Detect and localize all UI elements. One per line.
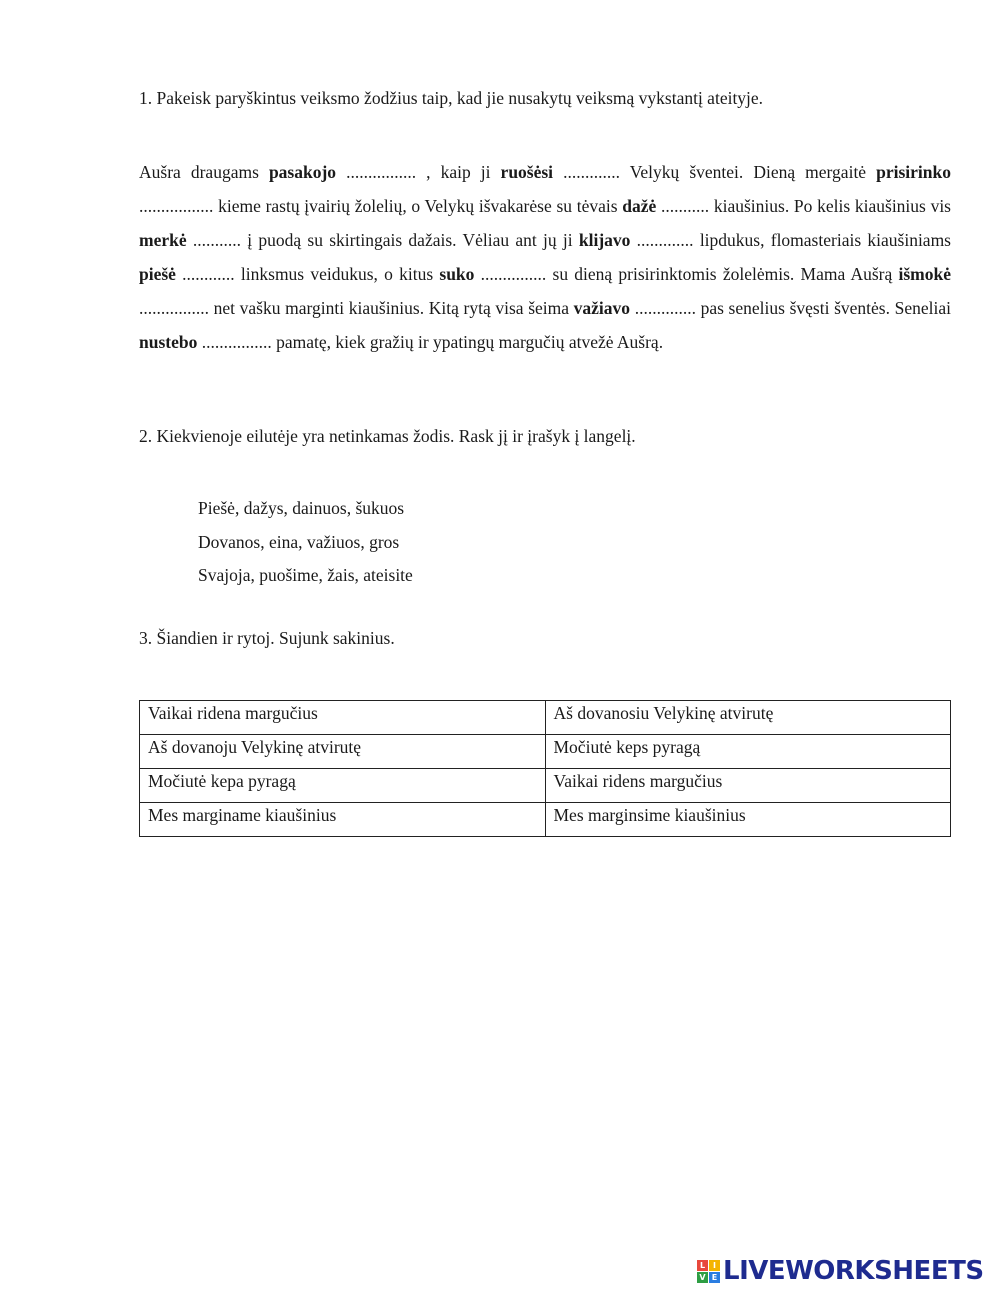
word-lines-list: [198, 492, 413, 593]
table-cell-right: Močiutė keps pyragą: [545, 735, 951, 769]
logo-tile: V: [697, 1272, 708, 1283]
table-cell-left: Vaikai ridena margučius: [140, 701, 546, 735]
table-row: [140, 803, 951, 837]
table-cell-right: Mes marginsime kiaušinius: [545, 803, 951, 837]
logo-tile: L: [697, 1260, 708, 1271]
table-row: [140, 769, 951, 803]
paragraph-text: ............. Velykų šventei. Dieną mergaitė: [553, 162, 877, 182]
paragraph-text: ........... į puodą su skirtingais dažais. Vėliau ant jų ji: [186, 230, 579, 250]
paragraph-text: Aušra draugams: [139, 162, 269, 182]
bold-verb: piešė: [139, 264, 176, 284]
bold-verb: klijavo: [578, 230, 631, 250]
bold-verb: ruošėsi: [500, 162, 554, 182]
bold-verb: važiavo: [573, 298, 631, 318]
paragraph-text: ................ , kaip ji: [336, 162, 501, 182]
task3-heading: 3. Šiandien ir rytoj. Sujunk sakinius.: [139, 628, 395, 648]
paragraph-text: ........... kiaušinius. Po kelis kiaušinius vis: [656, 196, 951, 216]
word-line: Piešė, dažys, dainuos, šukuos: [198, 498, 405, 518]
brand-name: LIVEWORKSHEETS: [723, 1256, 984, 1286]
table-row: [140, 701, 951, 735]
table-cell-left: Aš dovanoju Velykinę atvirutę: [140, 735, 546, 769]
paragraph-text: ................. kieme rastų įvairių žolelių, o Velykų išvakarėse su tėvais: [139, 196, 623, 216]
paragraph-text: ................ net vašku marginti kiaušinius. Kitą rytą visa šeima: [139, 298, 574, 318]
bold-verb: prisirinko: [876, 162, 952, 182]
word-line: Dovanos, eina, važiuos, gros: [198, 531, 400, 552]
paragraph-text: ............... su dieną prisirinktomis žolelėmis. Mama Aušrą: [474, 264, 899, 284]
sentence-match-table: [139, 700, 951, 837]
paragraph-text: ............ linksmus veidukus, o kitus: [175, 264, 440, 284]
paragraph-text: ................ pamatę, kiek gražių ir ypatingų margučių atvežė Aušrą.: [197, 332, 664, 352]
task1-paragraph: [139, 155, 951, 359]
bold-verb: suko: [439, 264, 475, 284]
bold-verb: dažė: [622, 196, 657, 216]
logo-tile: I: [709, 1260, 720, 1271]
liveworksheets-logo: [697, 1256, 984, 1286]
bold-verb: išmokė: [898, 264, 951, 284]
table-cell-right: Vaikai ridens margučius: [545, 769, 951, 803]
bold-verb: merkė: [139, 230, 187, 250]
task1-heading: 1. Pakeisk paryškintus veiksmo žodžius taip, kad jie nusakytų veiksmą vykstantį ateityje.: [139, 88, 764, 108]
logo-tiles-icon: [697, 1260, 720, 1283]
table-row: [140, 735, 951, 769]
paragraph-text: .............. pas senelius švęsti šventės. Seneliai: [630, 298, 951, 318]
logo-tile: E: [709, 1272, 720, 1283]
table-cell-left: Mes marginame kiaušinius: [140, 803, 546, 837]
bold-verb: nustebo: [139, 332, 198, 352]
table-cell-right: Aš dovanosiu Velykinę atvirutę: [545, 701, 951, 735]
task2-heading: 2. Kiekvienoje eilutėje yra netinkamas žodis. Rask jį ir įrašyk į langelį.: [139, 426, 636, 446]
table-cell-left: Močiutė kepa pyragą: [140, 769, 546, 803]
word-line: Svajoja, puošime, žais, ateisite: [198, 565, 413, 585]
paragraph-text: ............. lipdukus, flomasteriais kiaušiniams: [630, 230, 951, 250]
bold-verb: pasakojo: [268, 162, 337, 182]
